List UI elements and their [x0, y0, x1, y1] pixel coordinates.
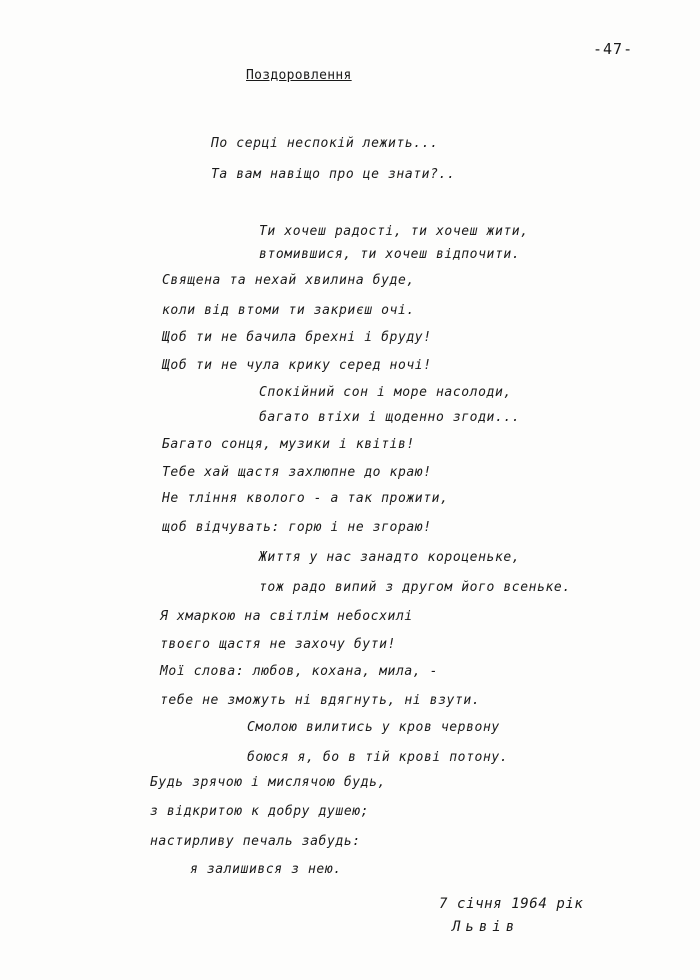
poem-line: щоб відчувать: горю і не згораю!: [162, 520, 432, 535]
poem-line: я залишився з нею.: [190, 862, 342, 877]
poem-line: втомившися, ти хочеш відпочити.: [259, 247, 521, 262]
poem-line: настирливу печаль забудь:: [150, 834, 361, 849]
page-number: -47-: [593, 40, 634, 58]
poem-line: Будь зрячою і мислячою будь,: [150, 775, 386, 790]
poem-line: Мої слова: любов, кохана, мила, -: [160, 664, 439, 679]
poem-line: твоєго щастя не захочу бути!: [160, 637, 396, 652]
poem-place: Львів: [452, 919, 520, 935]
poem-date: 7 січня 1964 рік: [439, 896, 584, 912]
poem-line: коли від втоми ти закриєш очі.: [162, 303, 415, 318]
poem-line: з відкритою к добру душею;: [150, 804, 370, 819]
poem-line: Тебе хай щастя захлюпне до краю!: [162, 465, 432, 480]
poem-line: По серці неспокій лежить...: [211, 136, 439, 151]
poem-line: Смолою вилитись у кров червону: [247, 720, 500, 735]
poem-line: Щоб ти не чула крику серед ночі!: [162, 358, 432, 373]
poem-line: Та вам навіщо про це знати?..: [211, 167, 456, 182]
poem-line: тож радо випий з другом його всеньке.: [259, 580, 571, 595]
poem-title: Поздоровлення: [246, 68, 352, 83]
poem-line: тебе не зможуть ні вдягнуть, ні взути.: [160, 693, 481, 708]
poem-line: Не тління кволого - а так прожити,: [162, 491, 449, 506]
poem-line: Я хмаркою на світлім небосхилі: [160, 609, 413, 624]
poem-line: Життя у нас занадто короценьке,: [259, 550, 521, 565]
poem-line: боюся я, бо в тій крові потону.: [247, 750, 509, 765]
poem-line: Щоб ти не бачила брехні і бруду!: [162, 330, 432, 345]
poem-line: багато втіхи і щоденно згоди...: [259, 410, 521, 425]
poem-line: Священа та нехай хвилина буде,: [162, 273, 415, 288]
poem-line: Багато сонця, музики і квітів!: [162, 437, 415, 452]
poem-line: Ти хочеш радості, ти хочеш жити,: [259, 224, 529, 239]
poem-line: Спокійний сон і море насолоди,: [259, 385, 512, 400]
